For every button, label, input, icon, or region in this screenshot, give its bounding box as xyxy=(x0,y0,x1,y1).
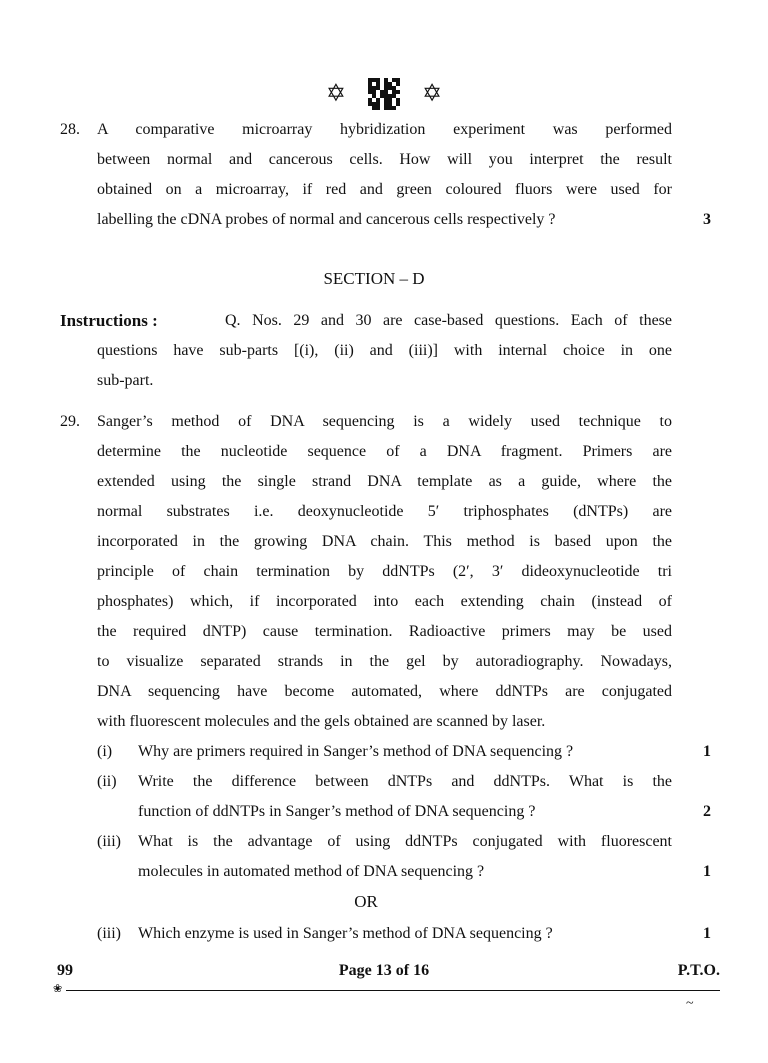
sub-question-text xyxy=(138,767,672,827)
section-title: SECTION – D xyxy=(323,269,425,288)
footer-divider xyxy=(66,990,720,991)
text-line: Which enzyme is used in Sanger’s method of DNA sequencing ? xyxy=(138,925,553,942)
text-line: DNA sequencing have become automated, where ddNTPs are conjugated xyxy=(97,683,672,700)
text-line: extended using the single strand DNA template as a guide, where the xyxy=(97,473,672,490)
sub-question-text xyxy=(138,737,672,767)
star-of-david-icon: ✡ xyxy=(422,81,443,107)
question-marks: 1 xyxy=(703,925,711,942)
text-line: What is the advantage of using ddNTPs conjugated with fluorescent xyxy=(138,833,672,850)
text-line: determine the nucleotide sequence of a DNA fragment. Primers are xyxy=(97,443,672,460)
text-line: sub-part. xyxy=(97,372,154,389)
question-number: 29. xyxy=(60,413,80,430)
sub-question-number: (i) xyxy=(97,743,113,760)
question-29-text xyxy=(97,407,672,737)
footer-page-number: Page 13 of 16 xyxy=(338,962,430,979)
text-line: function of ddNTPs in Sanger’s method of DNA sequencing ? xyxy=(138,803,536,820)
question-number: 28. xyxy=(60,121,80,138)
question-marks: 3 xyxy=(703,211,711,228)
footer-code: 99 xyxy=(57,962,73,979)
text-line: Why are primers required in Sanger’s method of DNA sequencing ? xyxy=(138,743,574,760)
emblem-icon: ❀ xyxy=(53,983,63,995)
text-line: Write the difference between dNTPs and ddNTPs. What is the xyxy=(138,773,672,790)
instructions-label: Instructions : xyxy=(60,311,158,330)
footer-tilde: ~ xyxy=(686,996,694,1011)
text-line: the required dNTP) cause termination. Radioactive primers may be used xyxy=(97,623,672,640)
text-line: to visualize separated strands in the gel by autoradiography. Nowadays, xyxy=(97,653,672,670)
sub-question-text xyxy=(138,827,672,887)
text-line: between normal and cancerous cells. How will you interpret the result xyxy=(97,151,672,168)
question-28-text xyxy=(97,115,672,235)
or-separator: OR xyxy=(354,892,378,911)
text-line: questions have sub-parts [(i), (ii) and (iii)] with internal choice in one xyxy=(97,342,672,359)
instructions-text xyxy=(97,306,672,396)
text-line: phosphates) which, if incorporated into each extending chain (instead of xyxy=(97,593,672,610)
text-line: obtained on a microarray, if red and green coloured fluors were used for xyxy=(97,181,672,198)
sub-question-number: (iii) xyxy=(97,925,121,942)
sub-question-number: (ii) xyxy=(97,773,117,790)
sub-question-number: (iii) xyxy=(97,833,121,850)
text-line: incorporated in the growing DNA chain. This method is based upon the xyxy=(97,533,672,550)
page-header xyxy=(0,78,768,110)
sub-question-text xyxy=(138,919,672,949)
star-of-david-icon: ✡ xyxy=(325,81,346,107)
qr-code-icon xyxy=(368,78,400,110)
text-line: with fluorescent molecules and the gels obtained are scanned by laser. xyxy=(97,713,546,730)
text-line: labelling the cDNA probes of normal and cancerous cells respectively ? xyxy=(97,211,556,228)
text-line: A comparative microarray hybridization experiment was performed xyxy=(97,121,672,138)
footer-pto: P.T.O. xyxy=(677,962,720,979)
text-line: Sanger’s method of DNA sequencing is a widely used technique to xyxy=(97,413,672,430)
text-line: normal substrates i.e. deoxynucleotide 5′ triphosphates (dNTPs) are xyxy=(97,503,672,520)
question-marks: 1 xyxy=(703,743,711,760)
question-marks: 1 xyxy=(703,863,711,880)
text-line: molecules in automated method of DNA sequencing ? xyxy=(138,863,485,880)
text-line: principle of chain termination by ddNTPs (2′, 3′ dideoxynucleotide tri xyxy=(97,563,672,580)
text-line: Q. Nos. 29 and 30 are case-based questions. Each of these xyxy=(225,312,672,329)
question-marks: 2 xyxy=(703,803,711,820)
